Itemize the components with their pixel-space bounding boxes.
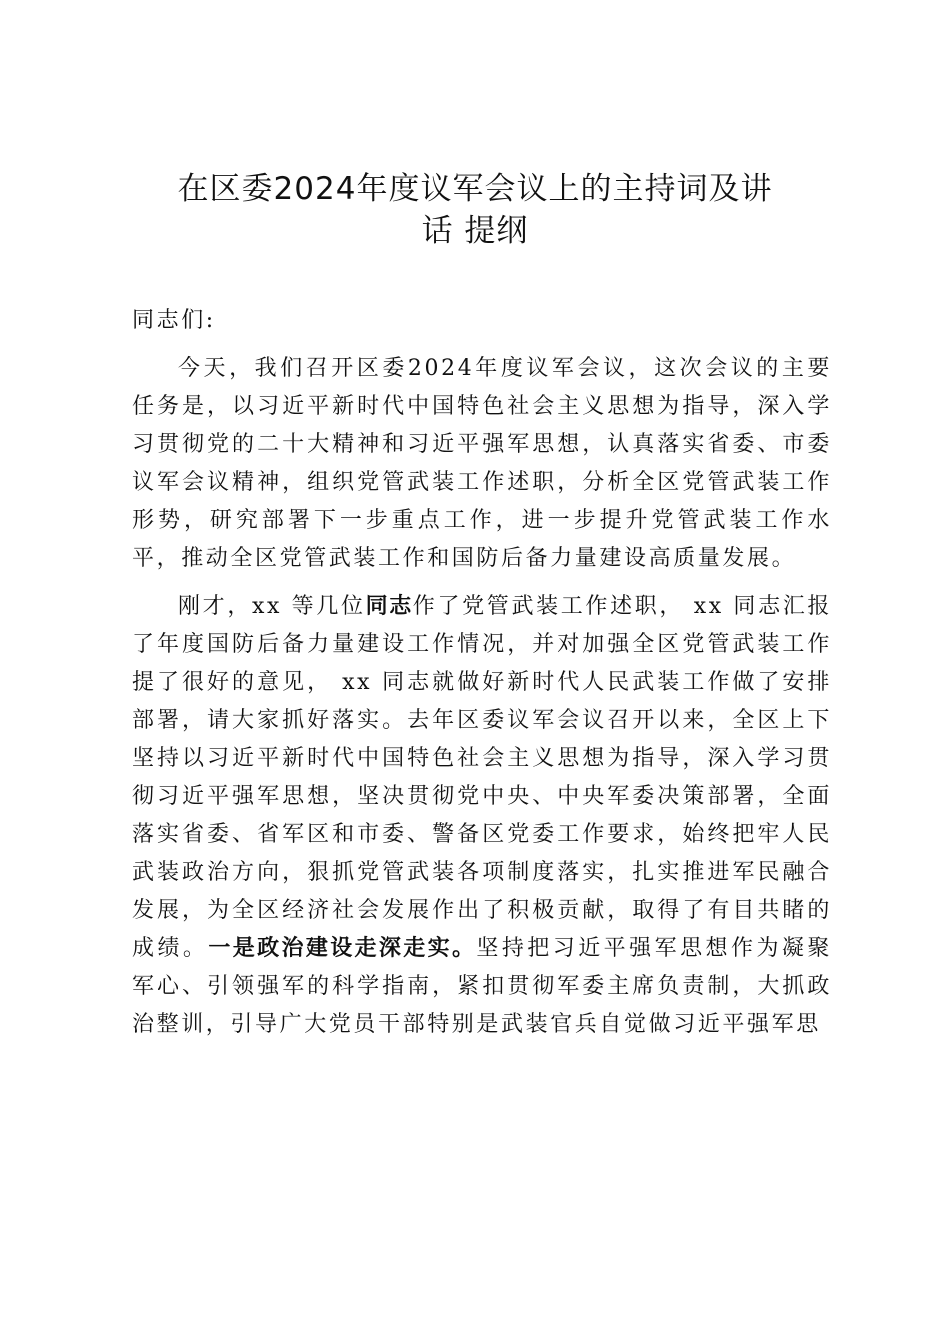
paragraph-2-text-3: 坚持把习近平强军思想作为凝聚军心、引领强军的科学指南，紧扣贯彻军委主席负责制，大抓政治整训，引导广大党员干部特别是武装官兵自觉做习近平强军思: [132, 936, 832, 1037]
paragraph-1: 今天，我们召开区委2024年度议军会议，这次会议的主要任务是，以习近平新时代中国特色社会主义思想为指导，深入学习贯彻党的二十大精神和习近平强军思想，认真落实省委、市委议军会议精神，组织党管武装工作述职，分析全区党管武装工作形势，研究部署下一步重点工作，进一步提升党管武装工作水平，推动全区党管武装工作和国防后备力量建设高质量发展。: [132, 356, 832, 571]
paragraph-2-text-1: 刚才，xx 等几位: [178, 594, 366, 619]
paragraph-2-bold-heading: 一是政治建设走深走实。: [208, 936, 477, 961]
document-title-line-2: 话 提纲: [421, 213, 529, 249]
document-title-line-1: 在区委2024年度议军会议上的主持词及讲: [177, 171, 773, 207]
paragraph-2-bold-1: 同志: [365, 594, 413, 619]
greeting: 同志们:: [132, 308, 216, 333]
document-body: [132, 302, 832, 1054]
document-title: [100, 168, 850, 252]
paragraph-2: [132, 588, 832, 1044]
paragraph-2-text-2: 作了党管武装工作述职， xx 同志汇报了年度国防后备力量建设工作情况，并对加强全区党管武装工作提了很好的意见， xx 同志就做好新时代人民武装工作做了安排部署，请大家抓好落实。去年区委议军会议召开以来，全区上下坚持以习近平新时代中国特色社会主义思想为指导，深入学习贯彻习近平强军思想，坚决贯彻党中央、中央军委决策部署，全面落实省委、省军区和市委、警备区党委工作要求，始终把牢人民武装政治方向，狠抓党管武装各项制度落实，扎实推进军民融合发展，为全区经济社会发展作出了积极贡献，取得了有目共睹的成绩。: [132, 594, 832, 961]
